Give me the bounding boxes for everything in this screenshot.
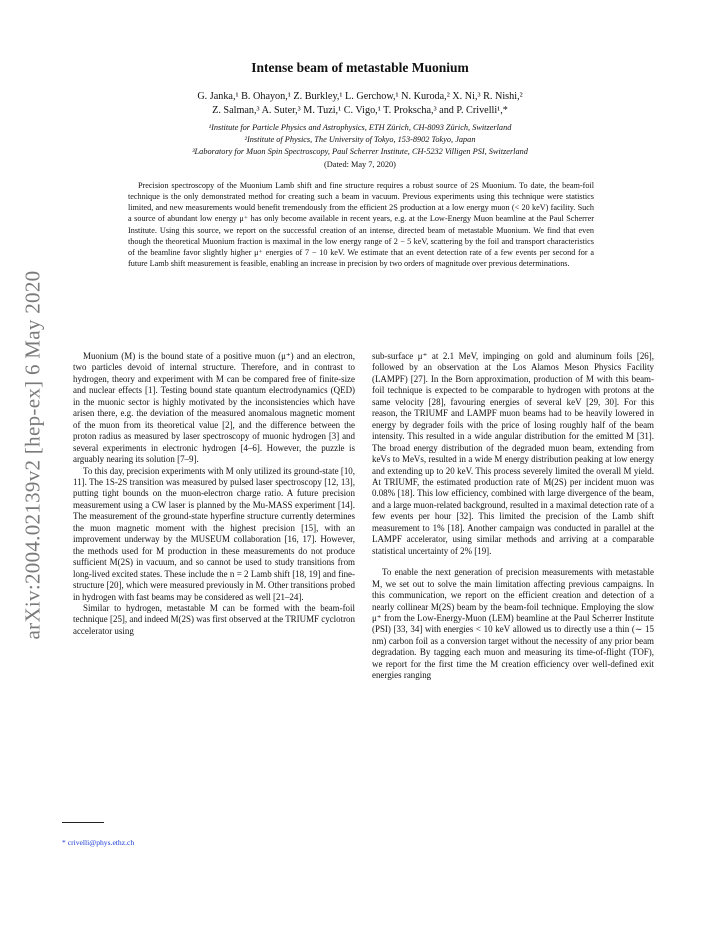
author-list	[70, 90, 650, 118]
affiliation-list	[70, 122, 650, 158]
abstract: Precision spectroscopy of the Muonium Lamb shift and fine structure requires a robust source of 2S Muonium. To date, the beam-foil technique is the only demonstrated method for creating such a beam in vacuum. Previous experiments using this technique were statistics limited, and new measurements would benefit tremendously from the efficient 2S production at a low energy muon (< 20 keV) facility. Such a source of abundant low energy μ⁺ has only become available in recent years, e.g. at the Low-Energy Muon beamline at the Paul Scherrer Institute. Using this source, we report on the successful creation of an intense, directed beam of metastable Muonium. We find that even though the theoretical Muonium fraction is maximal in the low energy range of 2 − 5 keV, scattering by the foil and transport characteristics of the beamline favor slightly higher μ⁺ energies of 7 − 10 keV. We estimate that an event detection rate of a few events per second for a future Lamb shift measurement is feasible, enabling an increase in precision by two orders of magnitude over previous determinations.	[128, 181, 594, 269]
paragraph: Muonium (M) is the bound state of a positive muon (μ⁺) and an electron, two particles devoid of internal structure. Therefore, and in contrast to hydrogen, theory and experiment with M can be compared free of finite-size and nuclear effects [1]. Testing bound state quantum electrodynamics (QED) in the muonic sector is highly motivated by the inconsistencies which have arisen there, e.g. the deviation of the measured anomalous magnetic moment of the muon from its theoretical value [2], and the difference between the proton radius as measured by laser spectroscopy of muonic hydrogen [3] and several experiments in electronic hydrogen [4–6]. However, the puzzle is arguably nearing its solution [7–9].	[73, 351, 355, 465]
arxiv-identifier-stamp	[18, 245, 48, 665]
paragraph: To enable the next generation of precision measurements with metastable M, we set out to solve the main limitation affecting previous campaigns. In this communication, we report on the efficient creation and detection of a nearly collinear M(2S) beam by the beam-foil technique. Employing the slow μ⁺ from the Low-Energy-Muon (LEM) beamline at the Paul Scherrer Institute (PSI) [33, 34] with energies < 10 keV allowed us to directly use a thin (∼ 15 nm) carbon foil as a conversion target without the necessity of any prior beam degradation. By tagging each muon and measuring its time-of-flight (TOF), we report for the first time the M creation efficiency over well-defined exit energies ranging	[372, 567, 654, 681]
paragraph: Similar to hydrogen, metastable M can be formed with the beam-foil technique [25], and indeed M(2S) was first observed at the TRIUMF cyclotron accelerator using	[73, 602, 355, 636]
date-line: (Dated: May 7, 2020)	[324, 160, 396, 169]
paper-title: Intense beam of metastable Muonium	[251, 60, 469, 75]
body-column-right	[372, 351, 654, 682]
arxiv-identifier-text: arXiv:2004.02139v2 [hep-ex] 6 May 2020	[20, 270, 45, 640]
affiliation-line: ¹Institute for Particle Physics and Astrophysics, ETH Zürich, CH-8093 Zürich, Switzerland	[208, 123, 512, 132]
corresponding-author-email-link[interactable]: * crivelli@phys.ethz.ch	[62, 838, 135, 847]
author-line: Z. Salman,³ A. Suter,³ M. Tuzi,¹ C. Vigo,¹ T. Prokscha,³ and P. Crivelli¹,*	[212, 105, 508, 116]
author-line: G. Janka,¹ B. Ohayon,¹ Z. Burkley,¹ L. Gerchow,¹ N. Kuroda,² X. Ni,³ R. Nishi,²	[197, 91, 523, 102]
paragraph: sub-surface μ⁺ at 2.1 MeV, impinging on gold and aluminum foils [26], followed by an observation at the Los Alamos Meson Physics Facility (LAMPF) [27]. In the Born approximation, production of M with this beam-foil technique is expected to be comparable to hydrogen with protons at the same velocity [28], favouring energies of several keV [29, 30]. For this reason, the TRIUMF and LAMPF muon beams had to be heavily lowered in energy by degrader foils with the price of losing roughly half of the beam intensity. This resulted in a wide angular distribution for the emitted M [31]. The broad energy distribution of the degraded muon beam, extending from keVs to MeVs, resulted in a wide M energy distribution peaking at low energy and extending up to 20 keV. This process severely limited the overall M yield. At TRIUMF, the estimated production rate of M(2S) per incident muon was 0.08% [18]. This low efficiency, combined with large divergence of the beam, and a large muon-related background, resulted in a maximal detection rate of a few events per hour [32]. This limited the precision of the Lamb shift measurement to 1% [18]. Another campaign was conducted in parallel at the LAMPF accelerator, using similar methods and arriving at a comparable statistical uncertainty of 2% [19].	[372, 351, 654, 556]
affiliation-line: ²Institute of Physics, The University of Tokyo, 153-8902 Tokyo, Japan	[244, 135, 476, 144]
body-column-left	[73, 351, 355, 637]
paragraph: To this day, precision experiments with M only utilized its ground-state [10, 11]. The 1S-2S transition was measured by pulsed laser spectroscopy [12, 13], putting tight bounds on the muon-electron charge ratio. A future precision measurement using a CW laser is planned by the Mu-MASS experiment [14]. The measurement of the ground-state hyperfine structure currently determines the muon magnetic moment with the highest precision [15], with an improvement underway by the MUSEUM collaboration [16, 17]. However, the methods used for M production in these measurements do not produce sufficient M(2S) in vacuum, and so cannot be used to study transitions from long-lived excited states. These include the n = 2 Lamb shift [18, 19] and fine-structure [20], which were measured previously in M. Other transitions probed in hydrogen with fast beams may be considered as well [21–24].	[73, 465, 355, 602]
affiliation-line: ³Laboratory for Muon Spin Spectroscopy, Paul Scherrer Institute, CH-5232 Villigen PSI, Switzerland	[192, 147, 528, 156]
footnote-divider	[62, 822, 104, 823]
